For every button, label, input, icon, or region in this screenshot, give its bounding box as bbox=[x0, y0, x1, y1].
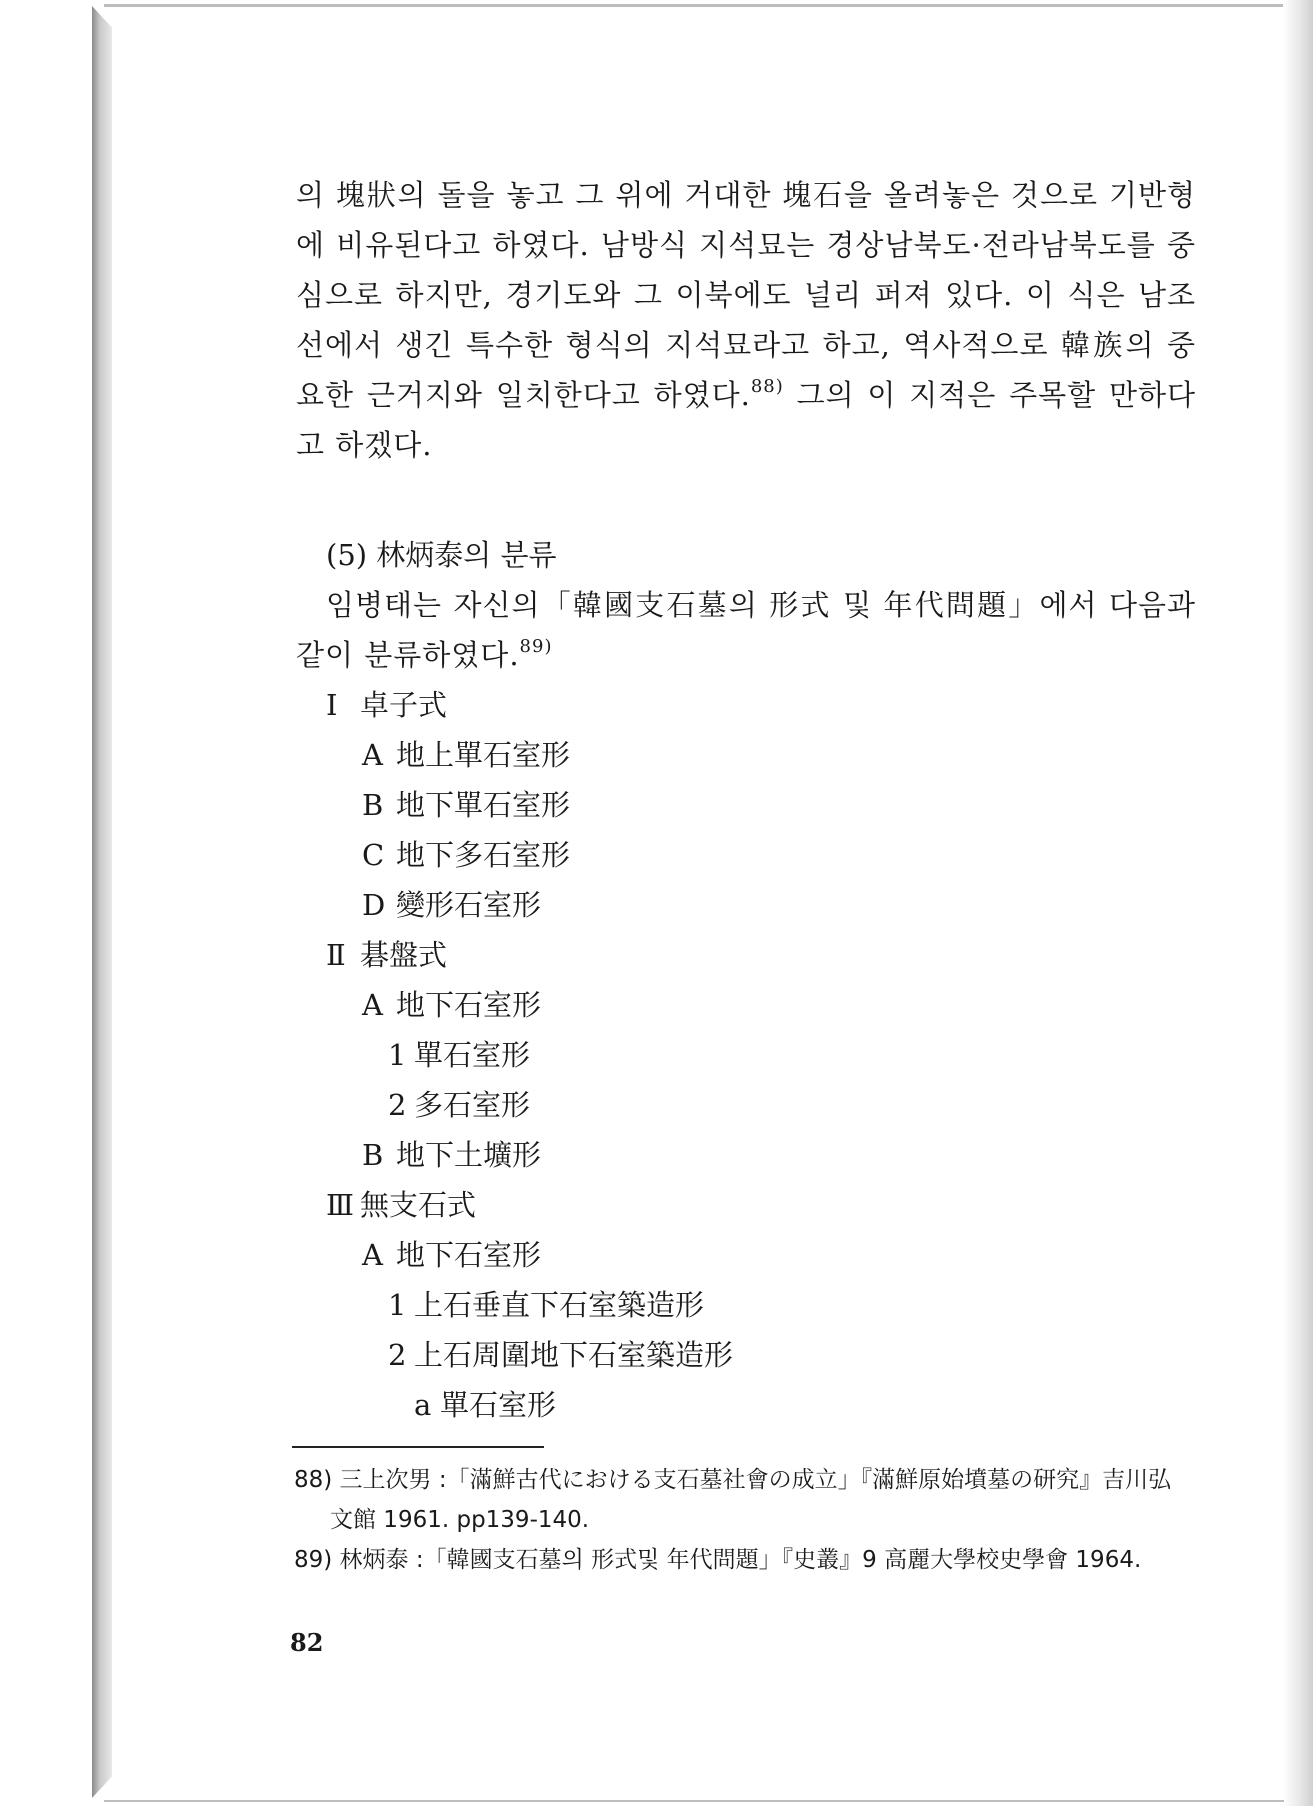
outline-item-mark: A bbox=[362, 1238, 383, 1272]
outline-item bbox=[296, 1080, 1196, 1130]
outline-item bbox=[296, 1280, 1196, 1330]
outline-item-text: 地下多石室形 bbox=[396, 838, 571, 872]
paragraph-2-text: 임병태는 자신의「韓國支石墓의 形式 및 年代問題」에서 다음과 같이 분류하였다. bbox=[296, 588, 1196, 672]
footnote-line: 88) 三上次男 :「滿鮮古代における支石墓社會の成立」『滿鮮原始墳墓の研究』吉川弘 bbox=[294, 1467, 1172, 1493]
footnote-ref-88: 88) bbox=[750, 376, 784, 398]
outline-item-text: 地下石室形 bbox=[396, 1238, 542, 1272]
footnotes bbox=[294, 1460, 1194, 1580]
outline-item-text: 碁盤式 bbox=[360, 938, 448, 972]
outline-item-mark: D bbox=[362, 888, 386, 922]
outline-item bbox=[296, 1230, 1196, 1280]
outline-item bbox=[296, 830, 1196, 880]
outline-item-text: 上石周圍地下石室築造形 bbox=[414, 1338, 734, 1372]
body-paragraph-1 bbox=[296, 170, 1196, 470]
outline-item-mark: a bbox=[414, 1388, 432, 1422]
outline-item-text: 地下石室形 bbox=[396, 988, 542, 1022]
page-top-edge bbox=[104, 4, 1284, 7]
footnote-divider bbox=[292, 1446, 544, 1448]
outline-item-mark: B bbox=[362, 1138, 384, 1172]
classification-outline bbox=[296, 680, 1196, 1430]
outline-item-text: 單石室形 bbox=[414, 1038, 531, 1072]
page-bottom-edge bbox=[104, 1800, 1284, 1802]
outline-item bbox=[296, 680, 1196, 730]
outline-item-text: 地下土壙形 bbox=[396, 1138, 542, 1172]
outline-item-text: 上石垂直下石室築造形 bbox=[414, 1288, 705, 1322]
footnote-ref-89: 89) bbox=[519, 636, 553, 658]
outline-item bbox=[296, 1130, 1196, 1180]
paragraph-1-tail: 그의 이 지적은 주목할 만하다고 하겠다. bbox=[296, 378, 1196, 462]
outline-item-text: 多石室形 bbox=[414, 1088, 531, 1122]
outline-item-mark: 1 bbox=[388, 1288, 407, 1322]
page-right-shadow bbox=[1283, 0, 1313, 1806]
outline-item bbox=[296, 730, 1196, 780]
outline-item bbox=[296, 930, 1196, 980]
outline-item-mark: 2 bbox=[388, 1088, 407, 1122]
outline-item-mark: 1 bbox=[388, 1038, 407, 1072]
outline-item-text: 卓子式 bbox=[360, 688, 448, 722]
outline-item bbox=[296, 780, 1196, 830]
outline-item-mark: B bbox=[362, 788, 384, 822]
footnote-continuation: 文館 1961. pp139-140. bbox=[330, 1507, 590, 1533]
outline-item-mark: Ⅰ bbox=[326, 688, 338, 722]
outline-item-mark: 2 bbox=[388, 1338, 407, 1372]
footnote-line: 89) 林炳泰 :「韓國支石墓의 形式및 年代問題」『史叢』9 高麗大學校史學會 1964. bbox=[294, 1547, 1142, 1573]
outline-item bbox=[296, 880, 1196, 930]
page-number: 82 bbox=[290, 1628, 324, 1657]
body-paragraph-2 bbox=[296, 580, 1196, 680]
outline-item bbox=[296, 1330, 1196, 1380]
outline-item-text: 變形石室形 bbox=[396, 888, 542, 922]
outline-item bbox=[296, 980, 1196, 1030]
outline-item-text: 無支石式 bbox=[360, 1188, 477, 1222]
outline-item-text: 地下單石室形 bbox=[396, 788, 571, 822]
page-spine-shadow bbox=[92, 6, 112, 1798]
outline-item bbox=[296, 1180, 1196, 1230]
page-body bbox=[296, 170, 1196, 1430]
paragraph-1-text: 의 塊狀의 돌을 놓고 그 위에 거대한 塊石을 올려놓은 것으로 기반형에 비유된다고 하였다. 남방식 지석묘는 경상남북도·전라남북도를 중심으로 하지만, 경기도와 그 이북에도 널리 퍼져 있다. 이 식은 남조선에서 생긴 특수한 형식의 지석묘라고 하고, 역사적으로 韓族의 중요한 근거지와 일치한다고 하였다. bbox=[296, 178, 1196, 412]
outline-item-text: 地上單石室形 bbox=[396, 738, 571, 772]
outline-item-mark: A bbox=[362, 738, 383, 772]
outline-item-mark: Ⅲ bbox=[326, 1188, 354, 1222]
section-heading: (5) 林炳泰의 분류 bbox=[326, 538, 557, 572]
outline-item-text: 單石室形 bbox=[440, 1388, 557, 1422]
outline-item bbox=[296, 1030, 1196, 1080]
outline-item bbox=[296, 1380, 1196, 1430]
outline-item-mark: A bbox=[362, 988, 383, 1022]
outline-item-mark: Ⅱ bbox=[326, 938, 346, 972]
outline-item-mark: C bbox=[362, 838, 385, 872]
